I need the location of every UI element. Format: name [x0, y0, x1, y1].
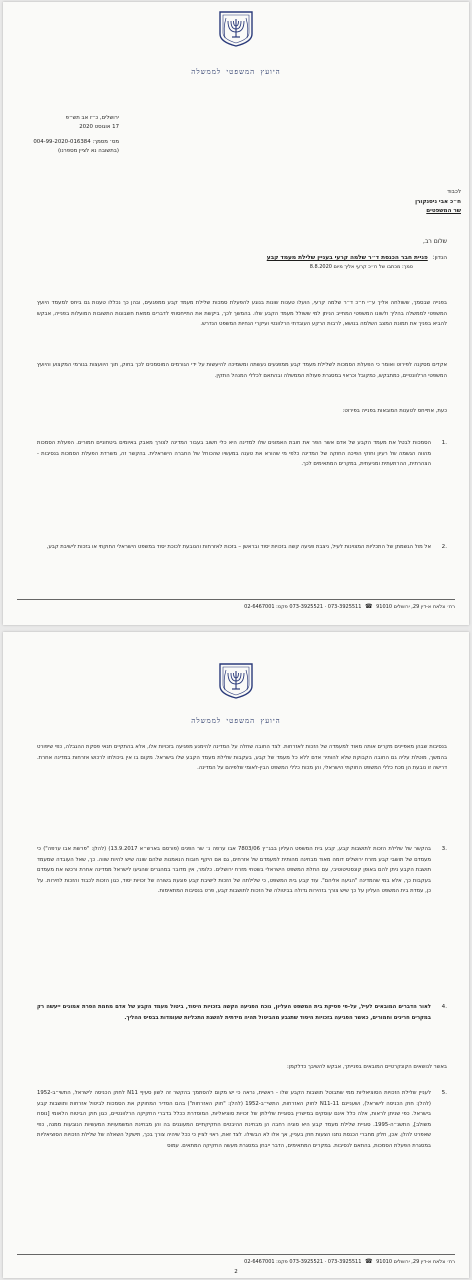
footer-address: רח׳ צלאח א-דין 29, ירושלים 91010 [376, 1259, 455, 1265]
reference-number: מס׳ מסמך: 004-99-2020-016384 [33, 139, 119, 145]
greeting: שלום רב, [423, 238, 447, 245]
footer-address: רח׳ צלאח א-דין 29, ירושלים 91010 [376, 604, 455, 610]
paragraph-item-4: לאור הדברים המובאים לעיל, על-פי פסיקת בית המשפט העליון, נוכח הפגיעה הקשה בזכויות היסוד, ביטול מעמד הקבע של אדם מחמת הפרת אמונים ייעשה רק במקרים חריגים וחמורים, כאשר הפגיעה בזכויות היסוד שתנבע מהביטול תהיה מידתית להשגת התכליות שעומדות בבסיס ההליך. [37, 1004, 431, 1021]
subject-key: הנדון: [432, 255, 447, 261]
document-metadata [9, 114, 119, 156]
subject-reference: סמך: מכתבו של ח״כ קרעי אליך מיום 8.8.2020 [309, 264, 413, 270]
paragraph-transition: כעת, אתייחס לטענות המובאות בפנייה בפירוט: [342, 408, 447, 414]
phone-icon: ☎ [365, 1258, 373, 1265]
document-page-2 [3, 632, 469, 1278]
footer-phone-1: 073-3925511 [327, 1259, 362, 1265]
paragraph-item-5: לעניין שלילת הזכויות הסוציאליות ממי שתבוטל תושבות הקבע שלו - ראשית, נראה כי יש מקום להסתמך בהקשר זה לשון סעיף N11 לחוק הכניסה לישראל, התשי״ב-1952 (להלן: חוק הכניסה לישראל), ושעניינם 11-N11 לחוק האזרחות, התשי״ב-1952 (להלן: "חוק האזרחות") בהם הסדיר המחוקק את הסמכות לביטול אזרחות ותושבות קבע בישראל. כפי שניתן לראות, אלה כלל אינם עוסקים במישרין בסוגיית שלילתן של זכויות סוציאליות, המוסדרת ככלל בדברי החקיקה הרלוונטיים, כגון חוק הביטוח הלאומי [נוסח משולב], התשנ״ה-1995. סוגיית שלילת מעמד קבע היא סוגיה רחבה הן מבחינת ההיבטים החקיקתיים המעוגנים בה והן מבחינת המשמעויות המעשיות הנובעות ממנה, כפי שאפרט להלן. אכן, חלק מחברי הכנסת נתנו הצעות חוק בעניין, אך אלו לא הבשילו. לצד זאת, ראוי לציין כי ככל שיהיה צורך בכך, תישקל השאלה של שלילת הזכויות הסוציאליות במסגרת הפעלת הסמכות, בהתאם לנסיבות. במקרים המתאימים, הדבר ייבחן במסגרת מעשה החקיקה המתאים. עמוס [37, 1090, 432, 1149]
item-number-3: .3 [441, 846, 447, 852]
subject-line [47, 254, 447, 272]
recipient-title: שר המשפטים [426, 208, 461, 214]
paragraph-item-1: הסמכות לבטל את מעמד הקבע של אדם אשר הפר את חובת האמונים שלו למדינה היא כלי חשוב בעבור המדינה לצורך מאבק באיומים ביטחוניים חמורים. הפעלת הסמכות מהווה הגשמה של רעיון וחוקי הפיכה החוקה של המדינה כלפי מי שהורא את טענה במעשיו שהכוחל של החברה הישראלית. בהקשר זה, משרדת הפעלת הסמכות בנסיבות - הצהרתית, ההרתעתית ומניעתית, במקרים המתאימים לכך. [37, 440, 431, 468]
footer-fax: פקס: 02-6467001 [244, 604, 288, 610]
recipient-block [369, 188, 461, 217]
item-number-4: .4 [441, 1004, 447, 1010]
paragraph-item-3: בהקשר של שלילת הזכות לתושבות קבע, קבע בית המשפט העליון בבג״ץ 7803/06 אבו ערפה נ׳ שר הפנים (פורסם בארש״א 13.9.2017) (להלן: "פרשת אבו ערפה") כי מעמדם של תושבי קבע מזרח ירושלים דומה מאוד מבחינה מהותית למעמדם של אזרחים, גם אם היקף חובות הנאמנות שלהם שונה שיש להיות שווה. כך, שאל העובדה שמעמד תושבת הקבע ניתן להם באופן קונסטיטוטיבי, עם החלת המשפט הישראלי בשטחי מזרח ירושלים. כלומר, אין מדובר במהגרים שהגיעו לישראל ממדינה אחרת ורכשו את מעמדם בעקבות כך, אלא במי שהמדינה "הגיעה אליהם". עוד קבע בית המשפט, כי שלילתה של הזכות לישיבת קבע פוגעת בשורה של זכויות יסוד, כגון הזכות לכבוד והזכות לחירות. על כן, עמדת בית המשפט העליון על כך שיש צורך בזהירות גדולה בביטולה של הזכות לתושבות קבע, פרט בנסיבות המתאימות. [37, 846, 431, 895]
footer-contact: רח׳ צלאח א-דין 29, ירושלים 91010 ☎ 073-3925511 · 073-3925521 פקס: 02-6467001 [17, 1254, 455, 1266]
paragraph-item-2: אל מול הגשמתן של התכליות המצוינות לעיל, ניצבת פגיעה קשה בזכויות יסוד ובראשן – בזכות לאזרחות והנובעת לכוכת יסוד במשפט הישראלי החוקתי או בזכות לישיבת קבע, [46, 544, 431, 550]
document-page-1 [3, 2, 469, 625]
footer-phone-2: 073-3925521 [289, 604, 324, 610]
footer-phone-1: 073-3925511 [327, 604, 362, 610]
recipient-name: ח״כ אבי ניסנקורן [415, 198, 461, 205]
paragraph-continuation: בנסיבות שבהן מאפיינים מקרים אותה מאוד למעמדה של הזכות לאזרחות. לצד החובה שחלה על המדינה להימנע מפגיעה בזכויות אלו, אלא בהתקיים תנאי פסקת ההגבלה, כפי שיפורט בהמשך, מוטלת עליה גם החובה הקבוקת שלא להותיר אדם ללא כל מעמד של קבע, בעקבות שלילת מעמד הקבע שלו בישראל. מקום בו אין ביכולתו לרכוש אזרחות במדינה אחרת. דרישה זו נובעת הן מכח כללי המשפט החוקתי הישראלי, והן מכוח כללי המשפט הבין-לאומי שלפיהם על המדינה. [37, 744, 447, 772]
item-number-5: .5 [441, 1090, 447, 1096]
paragraph-conclusion: אקדים מסקנה לפירוט ואומר כי הפעלת הסמכות לשלילת מעמד קבע ממפגעים נעשתה ומשמיכה להיעשות על ידי הגורמים המוסמכים לכך בחוק, תוך היוועצות בגורמי המקצוע והיועץ המשפטי הרלוונטיים, כמתבקש, כמקובל וכראוי במסגרת פעולת הממשלה ובהתאם לכללי המנהל התקין. [37, 362, 447, 379]
organization-name: היועץ המשפטי לממשלה [191, 68, 281, 76]
paragraph-specific-intro: באשר לנושאים הקונקרטיים המובאים בפנייתך, אבקש להשיבך כדלקמן: [287, 1064, 447, 1070]
recipient-to: לכבוד [447, 189, 461, 195]
phone-icon: ☎ [365, 603, 373, 610]
page-number: 2 [234, 1269, 238, 1275]
footer-phone-2: 073-3925521 [289, 1259, 324, 1265]
item-number-1: .1 [441, 440, 447, 446]
reply-note: (בתשובה נא לציין מספרנו) [57, 148, 119, 154]
hebrew-date: ירושלים, כ״ז אב תש״פ [65, 115, 119, 121]
item-number-2: .2 [441, 544, 447, 550]
subject-text: פניית חבר הכנסת ד״ר שלמה קרעי בעניין שלילת מעמד קבע [266, 255, 428, 261]
state-emblem-icon [216, 660, 256, 700]
organization-name: היועץ המשפטי לממשלה [191, 717, 281, 725]
state-emblem-icon [216, 8, 256, 48]
gregorian-date: 17 אוגוסט 2020 [79, 124, 119, 130]
footer-contact: רח׳ צלאח א-דין 29, ירושלים 91010 ☎ 073-3925511 · 073-3925521 פקס: 02-6467001 [17, 599, 455, 611]
paragraph-intro: בפנייה שבסמך, ששולחה אליך ע״י ח״כ ד״ר שלמה קרעי, הועלו טענות שונות בנוגע להפעלת סמכות שלילת מעמד קבע ממפגעים, ובהן כך נכללו טענות גם ביחס למעמד היועץ המשפטי לממשלה בהליך ולשונו המשפטי המחייב הניתן למי ששולל מעמד הקבע שלו. בהמשך לכך, ביקשת את התייחסותי לדברים ממאת חשבונות התשובות המועלות בפנייה, אבקש להביא בפניך את תמונת המצב השלמה בנושא, לרבות הרקע העובדתי הרלוונטי ועיקרי הנחיות המשפט הנדרש. [37, 300, 447, 328]
footer-fax: פקס: 02-6467001 [244, 1259, 288, 1265]
